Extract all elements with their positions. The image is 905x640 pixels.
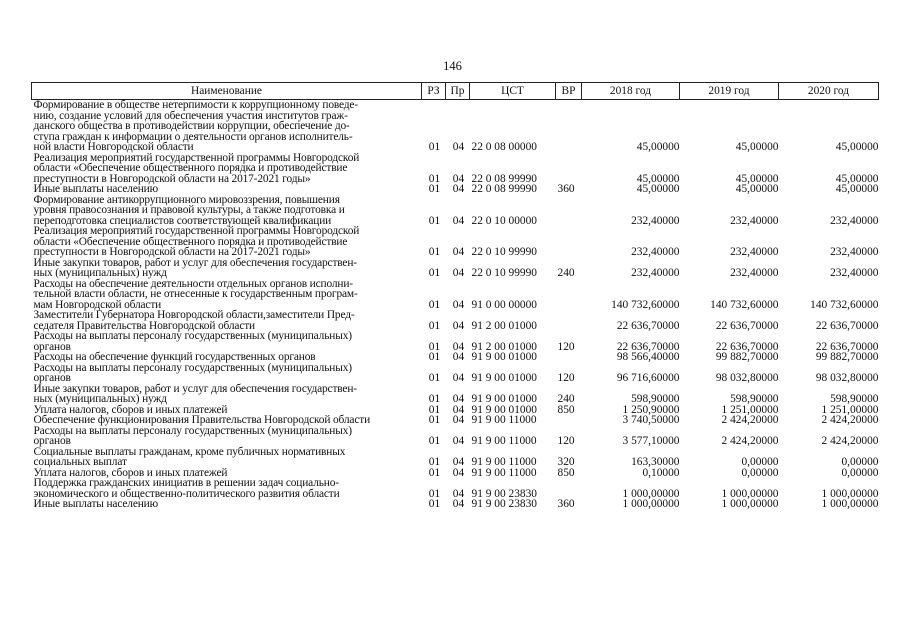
row-cst: 22 0 08 99990	[471, 172, 537, 185]
row-pr: 04	[452, 298, 465, 311]
row-rz: 01	[428, 141, 441, 153]
row-cst: 91 9 00 01000	[471, 403, 537, 416]
row-2020-value: 232,40000	[830, 214, 879, 227]
row-name: Расходы на обеспечение функций государственных органов	[33, 351, 316, 363]
row-pr: 04	[452, 351, 465, 363]
row-pr: 04	[452, 340, 465, 353]
row-cst: 91 9 00 01000	[471, 372, 537, 384]
row-rz: 01	[428, 214, 441, 227]
row-pr: 04	[452, 456, 465, 468]
table-row	[32, 384, 879, 405]
row-name: Расходы на выплаты персоналу государственных (муниципальных) органов	[33, 330, 352, 353]
header-pr: Пр	[446, 83, 470, 100]
row-cst: 91 9 00 11000	[471, 435, 537, 447]
table-row	[32, 100, 879, 153]
row-rz: 01	[428, 267, 441, 279]
row-pr: 04	[452, 403, 465, 416]
row-2019-value: 99 882,70000	[715, 351, 779, 363]
row-name: Расходы на выплаты персоналу государственных (муниципальных) органов	[33, 361, 352, 384]
row-2020-value: 22 636,70000	[815, 319, 879, 332]
row-pr: 04	[452, 393, 465, 405]
row-2020-value: 1 251,00000	[821, 403, 879, 416]
row-2019-value: 232,40000	[730, 246, 779, 258]
row-2019-value: 22 636,70000	[715, 319, 779, 332]
row-rz: 01	[428, 372, 441, 384]
row-cst: 91 9 00 01000	[471, 351, 537, 363]
row-pr: 04	[452, 267, 465, 279]
row-cst: 91 2 00 01000	[471, 319, 537, 332]
table-row	[32, 352, 879, 363]
row-rz: 01	[428, 456, 441, 468]
row-2020-value: 45,00000	[835, 141, 879, 153]
row-2019-value: 1 000,00000	[721, 487, 779, 500]
header-2018: 2018 год	[582, 83, 680, 100]
row-cst: 91 9 00 23830	[471, 487, 537, 500]
row-vr	[556, 352, 582, 363]
row-2019-value: 1 251,00000	[721, 403, 779, 416]
row-2020-value: 2 424,20000	[821, 414, 879, 426]
row-2018-value: 163,30000	[631, 456, 680, 468]
row-2018-value: 98 566,40000	[616, 351, 680, 363]
row-2019-value: 140 732,60000	[710, 298, 779, 311]
budget-table	[31, 82, 879, 510]
row-cst: 91 2 00 01000	[471, 340, 537, 353]
table-row	[32, 478, 879, 499]
row-rz: 01	[428, 466, 441, 479]
row-vr	[556, 415, 582, 426]
row-rz: 01	[428, 403, 441, 416]
row-2018-value: 45,00000	[636, 183, 680, 195]
row-vr	[556, 310, 582, 331]
header-2020: 2020 год	[779, 83, 879, 100]
row-2020-value: 99 882,70000	[815, 351, 879, 363]
row-vr: 360	[557, 183, 575, 195]
row-2020-value: 0,00000	[841, 456, 879, 468]
row-name: Расходы на выплаты персоналу государственных (муниципальных) органов	[33, 424, 352, 447]
row-2020-value: 140 732,60000	[810, 298, 879, 311]
row-2018-value: 3 740,50000	[622, 414, 680, 426]
row-2020-value: 45,00000	[835, 183, 879, 195]
row-rz: 01	[428, 414, 441, 426]
row-rz: 01	[428, 298, 441, 311]
row-name: Обеспечение функционирования Правительства Новгородской области	[33, 414, 371, 426]
row-cst: 91 0 00 00000	[471, 298, 537, 311]
row-vr	[556, 226, 582, 258]
row-vr	[556, 153, 582, 185]
row-vr	[556, 478, 582, 499]
row-2018-value: 22 636,70000	[616, 319, 680, 332]
header-vr: ВР	[556, 83, 582, 100]
table-row	[32, 415, 879, 426]
table-row	[32, 447, 879, 468]
table-row	[32, 195, 879, 227]
row-pr: 04	[452, 214, 465, 227]
row-vr: 850	[557, 466, 575, 479]
row-2019-value: 22 636,70000	[715, 340, 779, 353]
row-vr: 360	[557, 498, 575, 510]
row-2020-value: 98 032,80000	[815, 372, 879, 384]
row-pr: 04	[452, 183, 465, 195]
row-cst: 91 9 00 23830	[471, 498, 537, 510]
row-2019-value: 1 000,00000	[721, 498, 779, 510]
table-row	[32, 226, 879, 258]
row-rz: 01	[428, 172, 441, 185]
row-2020-value: 0,00000	[841, 466, 879, 479]
row-rz: 01	[428, 393, 441, 405]
row-2018-value: 45,00000	[636, 172, 680, 185]
row-vr: 120	[557, 340, 575, 353]
table-row	[32, 310, 879, 331]
row-2019-value: 598,90000	[730, 393, 779, 405]
row-2018-value: 1 250,90000	[622, 403, 680, 416]
row-pr: 04	[452, 172, 465, 185]
row-pr: 04	[452, 246, 465, 258]
row-vr: 850	[557, 403, 575, 416]
row-name: Иные закупки товаров, работ и услуг для обеспечения государствен- ных (муниципальных) нужд	[33, 256, 357, 279]
row-cst: 22 0 10 99990	[471, 267, 537, 279]
header-rz: РЗ	[422, 83, 446, 100]
row-cst: 22 0 10 99990	[471, 246, 537, 258]
row-rz: 01	[428, 340, 441, 353]
row-name: Формирование антикоррупционного мировоззрения, повышения уровня правосознания и правовой культуры, а также подготовка и переподготовка специалистов соответствующей квалификации	[33, 193, 345, 227]
row-rz: 01	[428, 498, 441, 510]
row-2019-value: 98 032,80000	[715, 372, 779, 384]
row-2019-value: 232,40000	[730, 267, 779, 279]
row-2020-value: 598,90000	[830, 393, 879, 405]
row-2019-value: 0,00000	[741, 456, 779, 468]
row-2018-value: 232,40000	[631, 267, 680, 279]
row-2020-value: 45,00000	[835, 172, 879, 185]
row-cst: 91 9 00 11000	[471, 466, 537, 479]
row-pr: 04	[452, 466, 465, 479]
row-name: Заместители Губернатора Новгородской области,заместители Пред- седателя Правительства Новгородской области	[33, 309, 355, 332]
row-name: Реализация мероприятий государственной программы Новгородской области «Обеспечение общественного порядка и противодействие преступности в Новгородской области на 2017-2021 годы»	[33, 225, 360, 258]
header-cst: ЦСТ	[470, 83, 556, 100]
row-2018-value: 1 000,00000	[622, 487, 680, 500]
row-name: Иные выплаты населению	[33, 498, 158, 510]
row-2020-value: 22 636,70000	[815, 340, 879, 353]
row-pr: 04	[452, 141, 465, 153]
row-rz: 01	[428, 487, 441, 500]
row-2019-value: 2 424,20000	[721, 414, 779, 426]
row-rz: 01	[428, 319, 441, 332]
row-rz: 01	[428, 183, 441, 195]
row-pr: 04	[452, 435, 465, 447]
row-2020-value: 232,40000	[830, 246, 879, 258]
row-2018-value: 232,40000	[631, 246, 680, 258]
table-body	[32, 100, 879, 510]
table-row	[32, 184, 879, 195]
row-vr: 240	[557, 393, 575, 405]
row-cst: 22 0 10 00000	[471, 214, 537, 227]
row-2019-value: 0,00000	[741, 466, 779, 479]
row-vr: 240	[557, 267, 575, 279]
row-pr: 04	[452, 498, 465, 510]
row-pr: 04	[452, 414, 465, 426]
row-name: Социальные выплаты гражданам, кроме публичных нормативных социальных выплат	[33, 445, 346, 468]
page-number: 146	[443, 59, 462, 73]
row-2018-value: 96 716,60000	[616, 372, 680, 384]
row-2018-value: 232,40000	[631, 214, 680, 227]
row-2019-value: 2 424,20000	[721, 435, 779, 447]
table-header-row	[32, 83, 879, 100]
row-pr: 04	[452, 487, 465, 500]
row-pr: 04	[452, 319, 465, 332]
row-rz: 01	[428, 246, 441, 258]
row-rz: 01	[428, 435, 441, 447]
table-row	[32, 258, 879, 279]
row-cst: 91 9 00 01000	[471, 393, 537, 405]
row-vr: 120	[557, 372, 575, 384]
row-cst: 22 0 08 00000	[471, 141, 537, 153]
row-2019-value: 45,00000	[735, 141, 779, 153]
row-2020-value: 2 424,20000	[821, 435, 879, 447]
table-row	[32, 153, 879, 185]
row-name: Расходы на обеспечение деятельности отдельных органов исполни- тельной власти области, не отнесенные к государственным програм- мам Новгородской области	[33, 277, 358, 311]
header-2019: 2019 год	[680, 83, 779, 100]
row-2019-value: 232,40000	[730, 214, 779, 227]
row-vr	[556, 100, 582, 153]
row-2018-value: 0,10000	[642, 466, 680, 479]
row-2019-value: 45,00000	[735, 183, 779, 195]
row-name: Уплата налогов, сборов и иных платежей	[33, 403, 228, 416]
row-cst: 22 0 08 99990	[471, 183, 537, 195]
row-vr	[556, 279, 582, 311]
table-row	[32, 363, 879, 384]
row-2020-value: 1 000,00000	[821, 487, 879, 500]
row-2018-value: 3 577,10000	[622, 435, 680, 447]
row-2018-value: 22 636,70000	[616, 340, 680, 353]
row-name: Реализация мероприятий государственной программы Новгородской области «Обеспечение общественного порядка и противодействие преступности в Новгородской области на 2017-2021 годы»	[33, 151, 360, 185]
row-rz: 01	[428, 351, 441, 363]
table-row	[32, 499, 879, 510]
row-2018-value: 140 732,60000	[611, 298, 680, 311]
row-name: Иные закупки товаров, работ и услуг для обеспечения государствен- ных (муниципальных) нужд	[33, 382, 357, 405]
row-name: Поддержка гражданских инициатив в решении задач социально- экономического и общественно-политического развития области	[33, 477, 340, 500]
row-vr: 120	[557, 435, 575, 447]
header-name: Наименование	[32, 83, 422, 100]
row-vr	[556, 195, 582, 227]
table-row	[32, 331, 879, 352]
row-2020-value: 1 000,00000	[821, 498, 879, 510]
table-row	[32, 426, 879, 447]
row-name: Уплата налогов, сборов и иных платежей	[33, 466, 228, 479]
row-2018-value: 45,00000	[636, 141, 680, 153]
row-vr: 320	[557, 456, 575, 468]
row-name: Иные выплаты населению	[33, 183, 158, 195]
row-2019-value: 45,00000	[735, 172, 779, 185]
row-2020-value: 232,40000	[830, 267, 879, 279]
row-name: Формирование в обществе нетерпимости к коррупционному поведе- нию, создание условий для обеспечения участия институтов граж- данского общества в противодействии коррупции, обеспечение до- ступа граждан к информации о деятельности органов исполнитель- ной власти Новгородской области	[33, 99, 358, 153]
row-pr: 04	[452, 372, 465, 384]
table-row	[32, 279, 879, 311]
row-2018-value: 1 000,00000	[622, 498, 680, 510]
row-2018-value: 598,90000	[631, 393, 680, 405]
row-cst: 91 9 00 11000	[471, 414, 537, 426]
row-cst: 91 9 00 11000	[471, 456, 537, 468]
